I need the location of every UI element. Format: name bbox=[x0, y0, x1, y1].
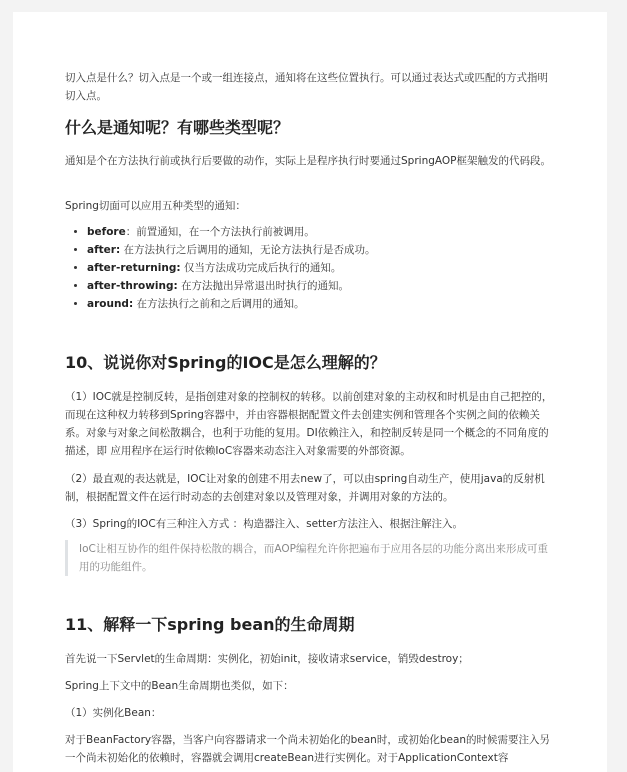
advice-heading-block bbox=[65, 117, 557, 139]
ioc-heading-block bbox=[65, 352, 557, 374]
ioc-paragraph-3: （3）Spring的IOC有三种注入方式 ：构造器注入、setter方法注入、根据注解注入。 bbox=[65, 518, 464, 530]
intro-paragraph bbox=[65, 69, 557, 105]
bean-heading-block bbox=[65, 614, 557, 636]
bean-paragraph-3: （1）实例化Bean： bbox=[65, 707, 162, 719]
bean-paragraph-2: Spring上下文中的Bean生命周期也类似，如下： bbox=[65, 680, 294, 692]
advice-heading: 什么是通知呢？有哪些类型呢？ bbox=[65, 118, 290, 137]
bean-paragraph-1: 首先说一下Servlet的生命周期：实例化，初始init，接收请求service，销毁destroy； bbox=[65, 653, 469, 665]
list-item: • after-returning: 仅当方法成功完成后执行的通知。 bbox=[87, 259, 557, 277]
list-item: • before：前置通知，在一个方法执行前被调用。 bbox=[87, 223, 557, 241]
advice-paragraph-2: Spring切面可以应用五种类型的通知： bbox=[65, 200, 246, 212]
ioc-heading: 10、说说你对Spring的IOC是怎么理解的？ bbox=[65, 353, 386, 372]
document-page bbox=[13, 12, 607, 772]
ioc-paragraph-2: （2）最直观的表达就是，IOC让对象的创建不用去new了，可以由spring自动生产，使用java的反射机制，根据配置文件在运行时动态的去创建对象以及管理对象，并调用对象的方法的。 bbox=[65, 473, 545, 503]
ioc-paragraph-1: （1）IOC就是控制反转，是指创建对象的控制权的转移。以前创建对象的主动权和时机是由自己把控的，而现在这种权力转移到Spring容器中，并由容器根据配置文件去创建实例和管理各个实例之间的依赖关系。对象与对象之间松散耦合，也利于功能的复用。DI依赖注入，和控制反转是同一个概念的不同角度的描述，即 应用程序在运行时依赖IoC容器来动态注入对象需要的外部资源。 bbox=[65, 391, 553, 457]
list-item: • around: 在方法执行之前和之后调用的通知。 bbox=[87, 295, 557, 313]
bean-paragraph-4: 对于BeanFactory容器，当客户向容器请求一个尚未初始化的bean时，或初始化bean的时候需要注入另一个尚未初始化的依赖时，容器就会调用createBean进行实例化。对于ApplicationContext容 bbox=[65, 734, 551, 764]
advice-type-list bbox=[65, 223, 557, 313]
list-item: • after: 在方法执行之后调用的通知，无论方法执行是否成功。 bbox=[87, 241, 557, 259]
list-item: • after-throwing: 在方法抛出异常退出时执行的通知。 bbox=[87, 277, 557, 295]
blockquote: IoC让相互协作的组件保持松散的耦合，而AOP编程允许你把遍布于应用各层的功能分离出来形成可重用的功能组件。 bbox=[65, 540, 557, 576]
bean-heading: 11、解释一下spring bean的生命周期 bbox=[65, 615, 355, 634]
advice-paragraph-1: 通知是个在方法执行前或执行后要做的动作，实际上是程序执行时要通过SpringAOP框架触发的代码段。 bbox=[65, 155, 551, 167]
pointcut-text: 切入点是什么？切入点是一个或一组连接点，通知将在这些位置执行。可以通过表达式或匹配的方式指明切入点。 bbox=[65, 72, 548, 102]
